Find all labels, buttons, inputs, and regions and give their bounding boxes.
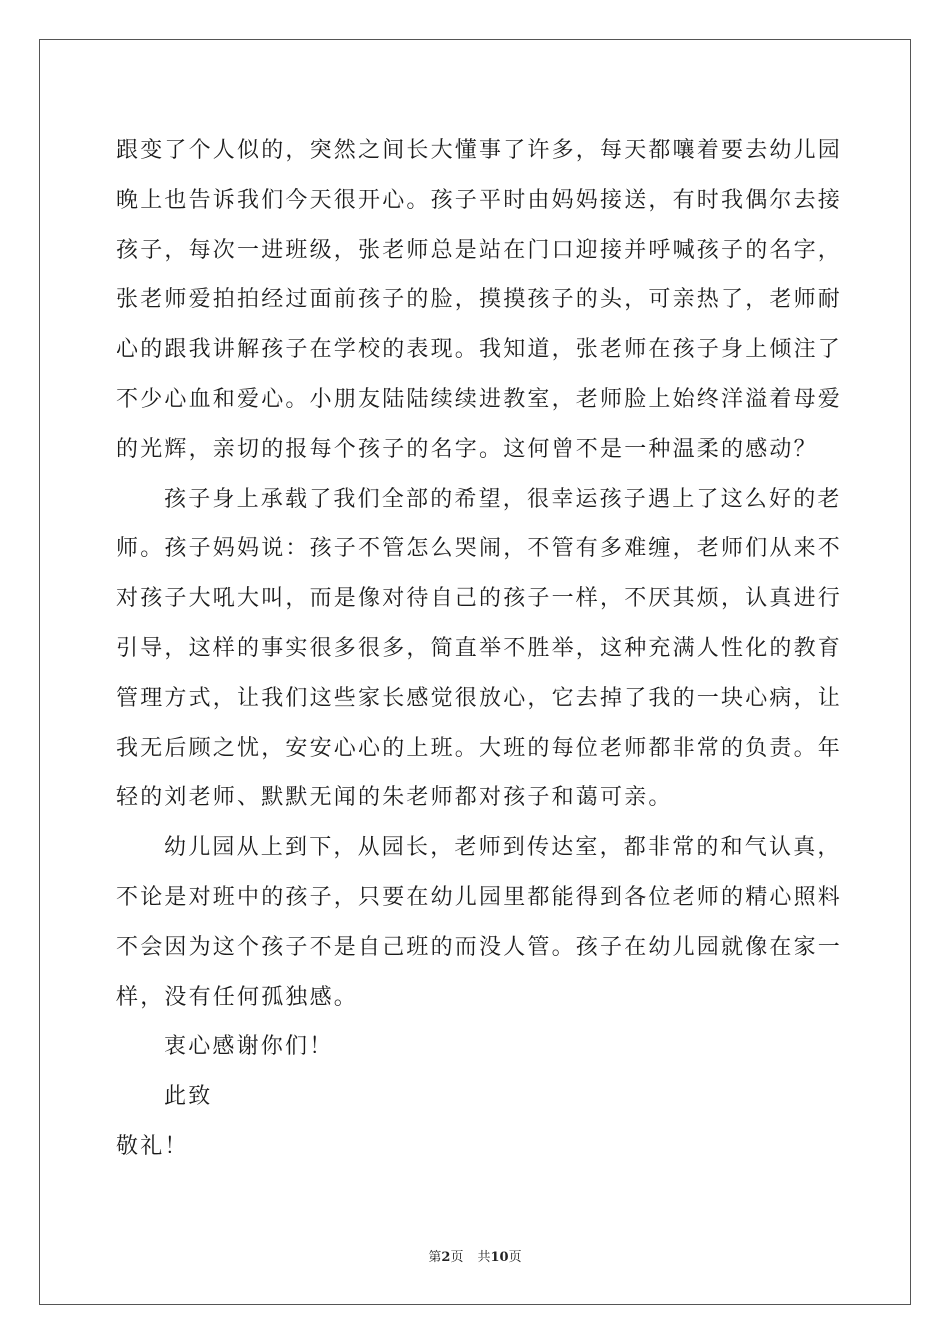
- text-line: 轻的刘老师、默默无闻的朱老师都对孩子和蔼可亲。: [116, 785, 673, 811]
- page-footer: [0, 1246, 950, 1265]
- text-line: 对孩子大吼大叫，而是像对待自己的孩子一样，不厌其烦，认真进行: [116, 586, 843, 612]
- letter-body: [116, 126, 843, 1172]
- page-current: 2: [441, 1250, 451, 1265]
- closing-salutation: 此致: [164, 1084, 213, 1110]
- text-line: 样，没有任何孤独感。: [116, 984, 359, 1010]
- page-total: 10: [490, 1250, 509, 1265]
- total-prefix: 共: [477, 1250, 491, 1265]
- text-line: 不会因为这个孩子不是自己班的而没人管。孩子在幼儿园就像在家一: [116, 934, 843, 960]
- text-line: 不论是对班中的孩子，只要在幼儿园里都能得到各位老师的精心照料: [116, 884, 843, 910]
- paragraph: [116, 475, 843, 824]
- closing-regards: 敬礼！: [116, 1133, 189, 1159]
- text-line: 张老师爱拍拍经过面前孩子的脸，摸摸孩子的头，可亲热了，老师耐: [116, 287, 843, 313]
- total-suffix: 页: [508, 1250, 522, 1265]
- paragraph: [116, 126, 843, 475]
- paragraph: [116, 823, 843, 1022]
- text-line: 晚上也告诉我们今天很开心。孩子平时由妈妈接送，有时我偶尔去接: [116, 187, 843, 213]
- text-line: 我无后顾之忧，安安心心的上班。大班的每位老师都非常的负责。年: [116, 735, 843, 761]
- text-line: 孩子身上承载了我们全部的希望，很幸运孩子遇上了这么好的老: [164, 486, 842, 512]
- text-line: 的光辉，亲切的报每个孩子的名字。这何曾不是一种温柔的感动？: [116, 436, 818, 462]
- text-line: 跟变了个人似的，突然之间长大懂事了许多，每天都嚷着要去幼儿园: [116, 138, 843, 163]
- text-line: 孩子，每次一进班级，张老师总是站在门口迎接并呼喊孩子的名字，: [116, 237, 843, 263]
- closing-thanks: 衷心感谢你们！: [164, 1034, 334, 1060]
- text-line: 师。孩子妈妈说：孩子不管怎么哭闹，不管有多难缠，老师们从来不: [116, 536, 843, 562]
- page-suffix: 页: [450, 1250, 464, 1265]
- text-line: 不少心血和爱心。小朋友陆陆续续进教室，老师脸上始终洋溢着母爱: [116, 386, 843, 412]
- text-line: 幼儿园从上到下，从园长，老师到传达室，都非常的和气认真，: [164, 835, 842, 861]
- page-prefix: 第: [428, 1250, 442, 1265]
- text-line: 管理方式，让我们这些家长感觉很放心，它去掉了我的一块心病，让: [116, 685, 843, 711]
- text-line: 引导，这样的事实很多很多，简直举不胜举，这种充满人性化的教育: [116, 635, 843, 661]
- text-line: 心的跟我讲解孩子在学校的表现。我知道，张老师在孩子身上倾注了: [116, 337, 843, 363]
